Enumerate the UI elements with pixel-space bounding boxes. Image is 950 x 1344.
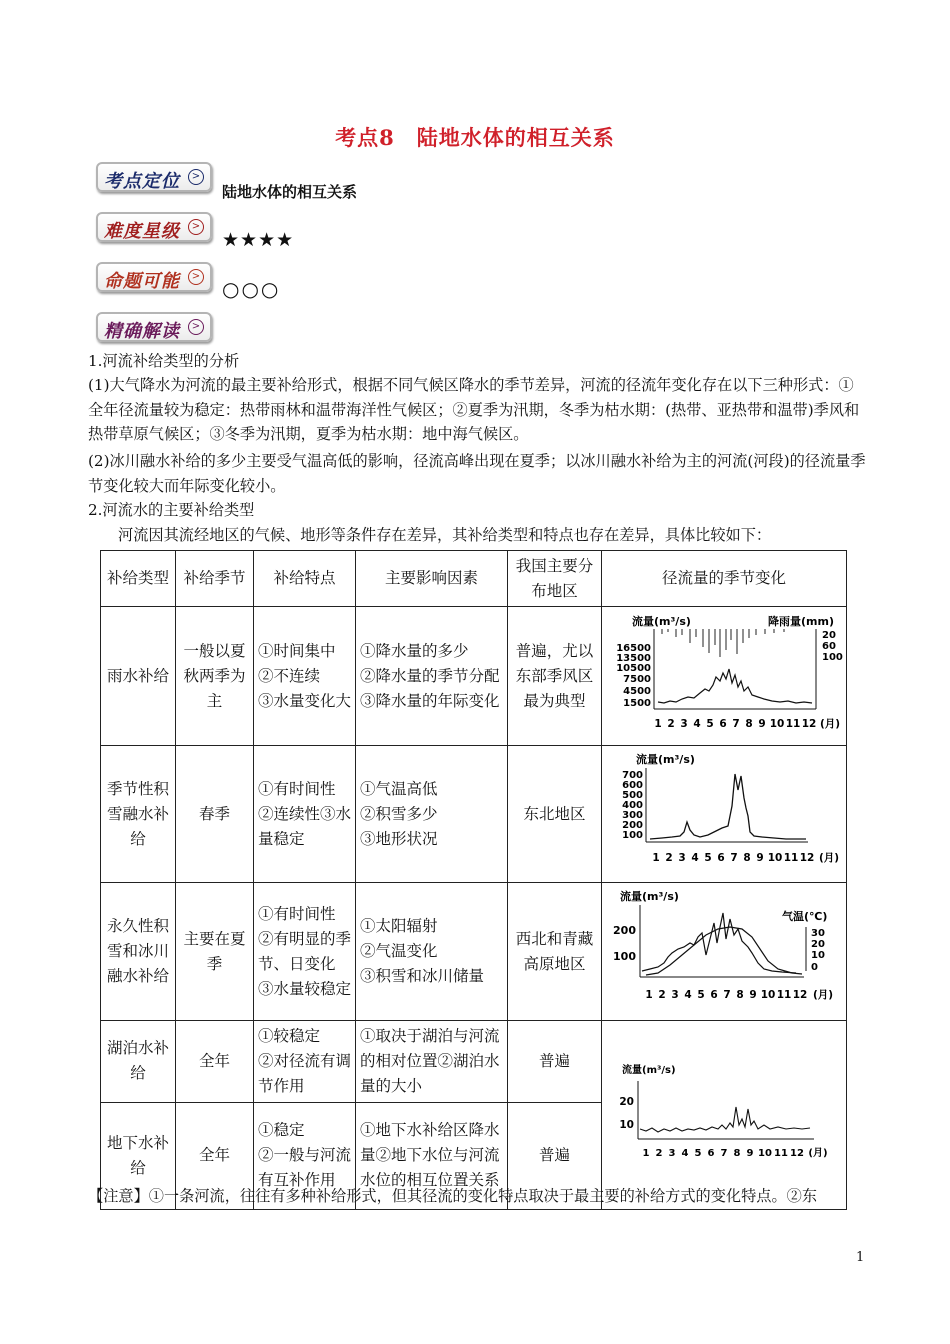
x-tick-label: 11 — [783, 852, 799, 864]
header-cell: 补给季节 — [176, 551, 254, 607]
x-tick-label: 9 — [749, 989, 757, 1001]
section2-heading: 2.河流水的主要补给类型 — [88, 501, 255, 519]
header-cell: 补给类型 — [101, 551, 176, 607]
temp-tick-label: 20 — [811, 939, 825, 950]
cell-factors: ①降水量的多少 ②降水量的季节分配 ③降水量的年际变化 — [356, 607, 508, 746]
rain-chart — [602, 607, 846, 737]
y-tick-label: 10500 — [616, 663, 651, 674]
badge-analysis — [96, 312, 212, 342]
badge-location — [96, 162, 212, 192]
x-tick-label: 4 — [693, 718, 701, 730]
table-row — [101, 746, 847, 883]
x-tick-label: 3 — [668, 1148, 676, 1159]
x-tick-label: 1 — [654, 718, 662, 730]
x-tick-label: 6 — [719, 718, 727, 730]
x-tick-label: 2 — [667, 718, 675, 730]
y-tick-label: 200 — [613, 924, 636, 937]
x-tick-label: 4 — [684, 989, 692, 1001]
x-tick-label: 7 — [730, 852, 738, 864]
page-number: 1 — [856, 1250, 865, 1265]
y-tick-label: 700 — [622, 770, 643, 781]
x-tick-label: 5 — [706, 718, 714, 730]
table-row — [101, 883, 847, 1021]
flow-axis-label: 流量(m³/s) — [632, 615, 691, 628]
x-tick-label: 10 — [760, 989, 776, 1001]
cell-region: 普遍，尤以东部季风区最为典型 — [508, 607, 602, 746]
arrow-icon: > — [188, 319, 204, 335]
x-tick-label: 8 — [736, 989, 744, 1001]
cell-type: 雨水补给 — [101, 607, 176, 746]
y-tick-label: 500 — [622, 790, 643, 801]
badge-difficulty — [96, 212, 212, 242]
y-tick-label: 13500 — [616, 653, 651, 664]
table-header-row — [101, 551, 847, 607]
cell-region: 东北地区 — [508, 746, 602, 883]
temp-tick-label: 0 — [811, 962, 818, 973]
supply-type-table — [100, 550, 847, 1210]
cell-chart — [602, 883, 847, 1021]
cell-chart — [602, 746, 847, 883]
x-tick-label: 6 — [710, 989, 718, 1001]
section1-heading: 1.河流补给类型的分析 — [88, 352, 240, 370]
header-cell: 径流量的季节变化 — [602, 551, 847, 607]
arrow-icon: > — [188, 269, 204, 285]
cell-factors: ①取决于湖泊与河流的相对位置②湖泊水量的大小 — [356, 1021, 508, 1103]
x-tick-label: 8 — [745, 718, 753, 730]
x-tick-label: 8 — [743, 852, 751, 864]
y-tick-label: 10 — [619, 1119, 634, 1131]
y-tick-label: 600 — [622, 780, 643, 791]
lake-groundwater-chart — [602, 1021, 846, 1201]
cell-factors: ①地下水补给区降水量②地下水位与河流水位的相互位置关系 — [356, 1102, 508, 1209]
snowmelt-chart — [602, 746, 846, 874]
badge-likelihood — [96, 262, 212, 292]
x-tick-label: 9 — [756, 852, 764, 864]
y-tick-label: 100 — [622, 830, 643, 841]
cell-type: 永久性积雪和冰川融水补给 — [101, 883, 176, 1021]
x-unit-label: (月) — [818, 852, 840, 864]
y-tick-label: 4500 — [623, 686, 651, 697]
x-unit-label: (月) — [812, 989, 834, 1001]
cell-chart — [602, 607, 847, 746]
table-row — [101, 1021, 847, 1103]
badge-difficulty-label: 难度星级 — [104, 221, 180, 242]
x-tick-label: 5 — [697, 989, 705, 1001]
cell-chart — [602, 1021, 847, 1210]
y-tick-label: 400 — [622, 800, 643, 811]
y-tick-label: 300 — [622, 810, 643, 821]
cell-region: 普遍 — [508, 1021, 602, 1103]
x-unit-label: (月) — [808, 1148, 828, 1159]
cell-features: ①有时间性 ②有明显的季节、日变化 ③水量较稳定 — [254, 883, 356, 1021]
page-title: 考点8 陆地水体的相互关系 — [335, 125, 615, 150]
x-tick-label: 3 — [678, 852, 686, 864]
cell-type: 地下水补给 — [101, 1102, 176, 1209]
x-tick-label: 5 — [704, 852, 712, 864]
precip-tick-label: 20 — [822, 630, 836, 641]
y-tick-label: 16500 — [616, 643, 651, 654]
x-tick-label: 1 — [652, 852, 660, 864]
x-tick-label: 12 — [801, 718, 817, 730]
header-cell: 主要影响因素 — [356, 551, 508, 607]
x-tick-label: 4 — [691, 852, 699, 864]
y-tick-label: 100 — [613, 950, 636, 963]
x-tick-label: 10 — [769, 718, 785, 730]
cell-region: 普遍 — [508, 1102, 602, 1209]
x-tick-label: 9 — [758, 718, 766, 730]
y-tick-label: 1500 — [623, 698, 651, 709]
x-tick-label: 6 — [717, 852, 725, 864]
y-tick-label: 20 — [619, 1096, 634, 1108]
section1-paragraph1: (1)大气降水为河流的最主要补给形式，根据不同气候区降水的季节差异，河流的径流年变化存在以下三种形式：①全年径流量较为稳定：热带雨林和温带海洋性气候区；②夏季为汛期，冬季为枯水期：(热带、亚热带和温带)季风和热带草原气候区；③冬季为汛期，夏季为枯水期：地中海气候区。 — [88, 376, 860, 443]
topic-text: 陆地水体的相互关系 — [222, 183, 358, 201]
cell-factors: ①气温高低 ②积雪多少 ③地形状况 — [356, 746, 508, 883]
x-tick-label: 11 — [776, 989, 792, 1001]
x-tick-label: 7 — [720, 1148, 728, 1159]
difficulty-stars: ★★★★ — [222, 229, 295, 251]
x-tick-label: 7 — [723, 989, 731, 1001]
table-row — [101, 607, 847, 746]
likelihood-circles: ○○○ — [222, 277, 281, 301]
cell-season: 全年 — [176, 1021, 254, 1103]
cell-factors: ①太阳辐射 ②气温变化 ③积雪和冰川储量 — [356, 883, 508, 1021]
header-cell: 补给特点 — [254, 551, 356, 607]
precip-tick-label: 60 — [822, 641, 836, 652]
flow-line — [658, 669, 812, 703]
x-tick-label: 2 — [655, 1148, 663, 1159]
precip-tick-label: 100 — [822, 652, 843, 663]
badge-likelihood-label: 命题可能 — [104, 271, 180, 292]
arrow-icon: > — [188, 219, 204, 235]
x-tick-label: 4 — [681, 1148, 689, 1159]
cell-region: 西北和青藏高原地区 — [508, 883, 602, 1021]
y-tick-label: 200 — [622, 820, 643, 831]
x-tick-label: 12 — [792, 989, 808, 1001]
flow-axis-label: 流量(m³/s) — [636, 753, 695, 766]
rain-bars — [662, 629, 784, 657]
cell-season: 全年 — [176, 1102, 254, 1209]
y-tick-label: 7500 — [623, 674, 651, 685]
x-tick-label: 12 — [799, 852, 815, 864]
cell-features: ①有时间性 ②连续性③水量稳定 — [254, 746, 356, 883]
arrow-icon: > — [188, 169, 204, 185]
cell-features: ①时间集中 ②不连续 ③水量变化大 — [254, 607, 356, 746]
header-cell: 我国主要分布地区 — [508, 551, 602, 607]
cell-type: 季节性积雪融水补给 — [101, 746, 176, 883]
x-tick-label: 8 — [733, 1148, 741, 1159]
flow-line — [640, 1107, 810, 1132]
x-tick-label: 1 — [642, 1148, 650, 1159]
x-tick-label: 6 — [707, 1148, 715, 1159]
note-text: 【注意】①一条河流，往往有多种补给形式，但其径流的变化特点取决于最主要的补给方式的变化特点。②东 — [88, 1187, 817, 1205]
badge-analysis-label: 精确解读 — [104, 321, 180, 342]
x-unit-label: (月) — [819, 718, 841, 730]
x-tick-label: 11 — [774, 1148, 788, 1159]
flow-axis-label: 流量(m³/s) — [622, 1065, 676, 1076]
x-tick-label: 2 — [665, 852, 673, 864]
cell-season: 春季 — [176, 746, 254, 883]
x-tick-label: 10 — [758, 1148, 772, 1159]
section2-intro: 河流因其流经地区的气候、地形等条件存在差异，其补给类型和特点也存在差异，具体比较如下： — [118, 526, 772, 544]
x-tick-label: 5 — [694, 1148, 702, 1159]
cell-season: 一般以夏秋两季为主 — [176, 607, 254, 746]
temperature-line — [646, 927, 802, 975]
x-tick-label: 3 — [680, 718, 688, 730]
precip-axis-label: 降雨量(mm) — [768, 615, 834, 628]
cell-type: 湖泊水补给 — [101, 1021, 176, 1103]
flow-line — [650, 774, 806, 839]
badge-location-label: 考点定位 — [104, 171, 180, 192]
temp-tick-label: 10 — [811, 950, 825, 961]
x-tick-label: 10 — [767, 852, 783, 864]
temp-axis-label: 气温(℃) — [782, 910, 828, 923]
cell-season: 主要在夏季 — [176, 883, 254, 1021]
glacier-chart — [602, 883, 846, 1012]
x-tick-label: 9 — [746, 1148, 754, 1159]
x-tick-label: 3 — [671, 989, 679, 1001]
x-tick-label: 1 — [645, 989, 653, 1001]
cell-features: ①较稳定 ②对径流有调节作用 — [254, 1021, 356, 1103]
section1-paragraph2: (2)冰川融水补给的多少主要受气温高低的影响，径流高峰出现在夏季；以冰川融水补给为主的河流(河段)的径流量季节变化较大而年际变化较小。 — [88, 452, 866, 495]
x-tick-label: 12 — [790, 1148, 804, 1159]
flow-axis-label: 流量(m³/s) — [620, 890, 679, 903]
cell-features: ①稳定 ②一般与河流有互补作用 — [254, 1102, 356, 1209]
x-tick-label: 7 — [732, 718, 740, 730]
flow-line — [642, 913, 796, 973]
x-tick-label: 2 — [658, 989, 666, 1001]
temp-tick-label: 30 — [811, 928, 825, 939]
x-tick-label: 11 — [785, 718, 801, 730]
